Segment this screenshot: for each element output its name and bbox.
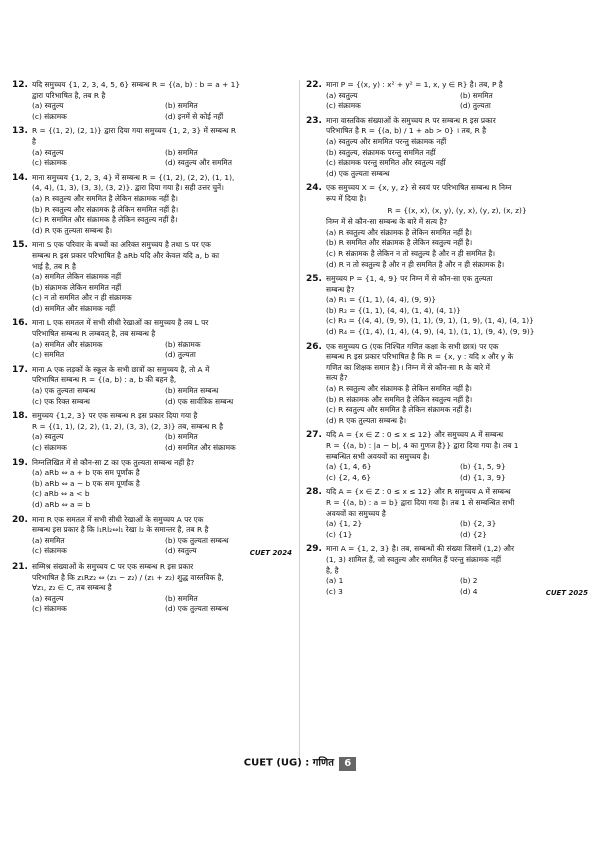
question-block <box>306 183 588 270</box>
question-stem <box>32 562 292 594</box>
question-stem <box>32 515 292 536</box>
answer-option: (c) {2, 4, 6} <box>326 472 372 482</box>
stem-line: एक समुच्चय G (एक निश्चित गणित कक्षा के सभी छात्र) पर एक <box>326 341 499 351</box>
answer-option: (c) R सममित और संक्रामक है लेकिन स्वतुल्य नहीं है। <box>32 215 178 225</box>
stem-line: (4, 4), (1, 3), (3, 3), (3, 2)}. द्वारा दिया गया है। सही उत्तर चुनें। <box>32 183 224 193</box>
answer-option: (a) सममित <box>32 535 65 545</box>
answer-option: (b) संक्रामक लेकिन सममित नहीं <box>32 282 122 292</box>
stem-line: निम्न में से कौन-सा सम्बन्ध के बारे में सत्य है? <box>326 217 448 227</box>
question-block <box>12 365 292 407</box>
stem-line: सम्बन्ध है? <box>326 284 355 294</box>
stem-line: सम्मिश्र संख्याओं के समुच्चय C पर एक सम्बन्ध R इस प्रकार <box>32 561 194 571</box>
answer-option: (b) R संक्रामक और सममित है लेकिन स्वतुल्य नहीं है। <box>326 394 473 404</box>
answer-option: (c) 3 <box>326 586 343 596</box>
question-body <box>326 274 588 338</box>
answer-option: (c) संक्रामक <box>326 101 361 111</box>
question-block <box>306 116 588 180</box>
question-stem <box>32 318 292 339</box>
stem-line: भाई है, तब R है <box>32 261 76 271</box>
answer-option: (a) स्वतुल्य <box>32 101 64 111</box>
options-list <box>326 462 588 483</box>
options-list <box>32 101 292 122</box>
answer-option: (d) इनमें से कोई नहीं <box>165 111 224 121</box>
question-block <box>306 342 588 427</box>
answer-option: (a) स्वतुल्य <box>32 147 64 157</box>
options-list <box>326 91 588 112</box>
answer-option: (a) स्वतुल्य <box>32 432 64 442</box>
question-stem <box>32 240 292 272</box>
stem-line: सम्बन्ध R इस प्रकार परिभाषित है aRb यदि और केवल यदि a, b का <box>32 250 220 260</box>
answer-option: (b) सममित <box>165 101 198 111</box>
stem-line: माना A एक लड़कों के स्कूल के सभी छात्रों का समुच्चय है, तो A में <box>32 364 210 374</box>
exam-tag: CUET 2025 <box>545 589 588 598</box>
stem-line: माना L एक समतल में सभी सीधी रेखाओं का समुच्चय है तब L पर <box>32 318 209 328</box>
question-body <box>32 126 292 168</box>
question-body <box>32 173 292 237</box>
question-stem <box>326 183 588 204</box>
answer-option: (a) 1 <box>326 576 344 586</box>
question-number: 24. <box>306 183 322 194</box>
question-body <box>32 515 292 558</box>
stem-line: गणित का शिक्षक समान है}। निम्न में से कौन-सा R के बारे में <box>326 362 490 372</box>
question-body <box>326 342 588 427</box>
answer-option: (d) एक सार्वत्रिक सम्बन्ध <box>165 396 234 406</box>
question-stem <box>32 458 292 469</box>
answer-option: (c) संक्रामक परन्तु सममित और स्वतुल्य नहीं <box>326 158 446 168</box>
footer-label: CUET (UG) : गणित <box>243 757 334 769</box>
options-list <box>32 468 292 510</box>
question-stem <box>32 365 292 386</box>
stem-line: R = {(1, 2), (2, 1)} द्वारा दिया गया समुच्चय {1, 2, 3} में सम्बन्ध R <box>32 126 237 136</box>
question-body <box>32 562 292 615</box>
answer-option: (c) न तो सममित और न ही संक्रामक <box>32 293 132 303</box>
options-list <box>32 194 292 236</box>
question-stem <box>32 126 292 147</box>
answer-option: (b) सममित <box>165 432 198 442</box>
question-body <box>326 116 588 180</box>
answer-option: (d) R एक तुल्यता सम्बन्ध है। <box>32 225 113 235</box>
options-list <box>32 272 292 314</box>
question-block <box>12 80 292 122</box>
question-block <box>12 126 292 168</box>
answer-option: (b) संक्रामक <box>165 339 201 349</box>
answer-option: (b) {2, 3} <box>460 519 497 529</box>
stem-line: माना P = {(x, y) : x² + y² = 1, x, y ∈ R} है। तब, P है <box>326 80 503 89</box>
question-block <box>306 487 588 540</box>
question-block <box>12 173 292 237</box>
stem-line: यदि A = {x ∈ Z : 0 ≤ x ≤ 12} और R समुच्चय A में सम्बन्ध <box>326 487 511 497</box>
answer-option: (d) सममित और संक्रामक नहीं <box>32 303 116 313</box>
answer-option: (d) स्वतुल्य <box>165 546 197 556</box>
answer-option: (d) 4 <box>460 586 478 596</box>
answer-option: (d) तुल्यता <box>165 350 196 360</box>
page-footer <box>0 757 600 771</box>
answer-option: (c) संक्रामक <box>32 158 67 168</box>
stem-line: ∀z₁, z₂ ∈ C, तब सम्बन्ध है <box>32 583 112 593</box>
answer-option: (b) स्वतुल्य, संक्रामक परन्तु सममित नहीं <box>326 147 436 157</box>
answer-option: (a) R स्वतुल्य और संक्रामक है लेकिन सममित नहीं है। <box>326 227 472 237</box>
options-list <box>32 340 292 361</box>
answer-option: (a) aRb ⇔ a + b एक सम पूर्णांक है <box>32 468 140 478</box>
answer-option: (d) {1, 3, 9} <box>460 472 506 482</box>
answer-option: (d) एक तुल्यता सम्बन्ध <box>165 604 229 614</box>
stem-line: यदि समुच्चय {1, 2, 3, 4, 5, 6} सम्बन्ध R = {(a, b) : b = a + 1} <box>32 80 241 89</box>
question-stem <box>326 116 588 137</box>
answer-option: (d) aRb ⇔ a = b <box>32 499 91 509</box>
answer-option: (b) एक तुल्यता सम्बन्ध <box>165 535 229 545</box>
options-list <box>32 594 292 615</box>
answer-option: (c) R संक्रामक है लेकिन न तो स्वतुल्य है और न ही सममित है। <box>326 248 496 258</box>
answer-option: (d) R₄ = {(1, 4), (1, 4), (4, 9), (4, 1), (1, 1), (9, 4), (9, 9)} <box>326 327 535 337</box>
stem-line: R = {(1, 1), (2, 2), (1, 2), (3, 3), (2, 3)} तब, सम्बन्ध R है <box>32 421 224 431</box>
question-number: 23. <box>306 115 322 126</box>
question-number: 18. <box>12 411 28 422</box>
stem-line: समुच्चय {1,2, 3} पर एक सम्बन्ध R इस प्रकार दिया गया है <box>32 411 198 421</box>
answer-option: (a) एक तुल्यता सम्बन्ध <box>32 386 96 396</box>
question-number: 12. <box>12 80 28 90</box>
stem-line: एक समुच्चय X = {x, y, z} से स्वयं पर परिभाषित सम्बन्ध R निम्न <box>326 183 512 193</box>
stem-line: सम्बन्धित सभी अवयवों का समुच्चय है। <box>326 451 430 461</box>
question-body <box>326 487 588 540</box>
answer-option: (d) एक तुल्यता सम्बन्ध <box>326 168 390 178</box>
answer-option: (d) {2} <box>460 529 487 539</box>
question-number: 17. <box>12 364 28 375</box>
column-divider <box>299 80 300 760</box>
question-block <box>12 562 292 615</box>
options-list <box>326 519 588 540</box>
stem-line: माना R एक समतल में सभी सीधी रेखाओं के समुच्चय A पर एक <box>32 514 204 524</box>
question-number: 19. <box>12 457 28 468</box>
question-number: 16. <box>12 318 28 329</box>
answer-option: (c) सममित <box>32 350 65 360</box>
options-list <box>326 384 588 426</box>
question-number: 21. <box>12 561 28 572</box>
stem-line: परिभाषित है R = {(a, b) / 1 + ab > 0} । तब, R है <box>326 126 487 136</box>
answer-option: (d) R एक तुल्यता सम्बन्ध है। <box>326 415 407 425</box>
question-number: 26. <box>306 341 322 352</box>
question-block <box>306 274 588 338</box>
question-body <box>32 458 292 511</box>
question-stem <box>326 430 588 462</box>
question-body <box>326 183 588 270</box>
question-body <box>32 318 292 360</box>
stem-line: R = {(a, b) : a = b} द्वारा दिया गया है। तब 1 से सम्बन्धित सभी <box>326 497 515 507</box>
answer-option: (b) सममित सम्बन्ध <box>165 386 219 396</box>
relation-definition: R = {(x, x), (x, y), (y, x), (y, z), (x, z)} <box>387 205 527 215</box>
answer-option: (d) सममित और संक्रामक <box>165 443 236 452</box>
answer-option: (c) संक्रामक <box>32 443 67 452</box>
stem-line: द्वारा परिभाषित है, तब R है <box>32 90 106 100</box>
stem-line: माना S एक परिवार के बच्चों का अरिक्त समुच्चय है तथा S पर एक <box>32 240 211 250</box>
question-stem <box>326 487 588 519</box>
question-block <box>12 458 292 511</box>
question-body <box>326 80 588 112</box>
question-stem <box>326 342 588 384</box>
answer-option: (d) R न तो स्वतुल्य है और न ही सममित है और न ही संक्रामक है। <box>326 259 505 269</box>
answer-option: (c) R₃ = {(4, 4), (9, 9), (1, 1), (9, 1), (1, 9), (1, 4), (4, 1)} <box>326 316 534 326</box>
answer-option: (c) संक्रामक <box>32 111 67 121</box>
stem-line: अवयवों का समुच्चय है <box>326 508 386 518</box>
stem-line: माना A = {1, 2, 3} है। तब, सम्बन्धों की संख्या जिसमें (1,2) और <box>326 544 515 554</box>
stem-line: यदि A = {x ∈ Z : 0 ≤ x ≤ 12} और समुच्चय A में सम्बन्ध <box>326 430 504 440</box>
question-stem <box>32 173 292 194</box>
question-number: 29. <box>306 544 322 555</box>
question-number: 13. <box>12 126 28 137</box>
question-stem <box>326 274 588 295</box>
question-body <box>32 411 292 453</box>
options-list <box>32 432 292 453</box>
answer-option: (b) aRb ⇔ a − b एक सम पूर्णांक है <box>32 478 140 488</box>
stem-line: माना वास्तविक संख्याओं के समुच्चय R पर सम्बन्ध R इस प्रकार <box>326 115 496 125</box>
answer-option: (b) R स्वतुल्य और संक्रामक है लेकिन सममित नहीं है। <box>32 204 179 214</box>
answer-option: (b) सममित <box>460 90 493 100</box>
stem-line: (1, 3) शामिल हैं, जो स्वतुल्य और सममित हैं परन्तु संक्रामक नहीं <box>326 554 501 564</box>
options-list <box>32 148 292 169</box>
question-number: 27. <box>306 430 322 441</box>
answer-option: (d) स्वतुल्य और सममित <box>165 158 232 168</box>
answer-option: (c) aRb ⇔ a < b <box>32 489 90 499</box>
question-number: 20. <box>12 514 28 525</box>
stem-line: है, है <box>326 565 339 575</box>
question-number: 22. <box>306 80 322 90</box>
answer-option: (c) संक्रामक <box>32 546 67 556</box>
question-body <box>32 80 292 122</box>
answer-option: (a) R स्वतुल्य और सममित है लेकिन संक्रामक नहीं है। <box>32 193 178 203</box>
answer-option: (c) R स्वतुल्य और सममित है लेकिन संक्रामक नहीं है। <box>326 405 472 415</box>
answer-option: (b) {1, 5, 9} <box>460 462 506 472</box>
stem-line: है <box>32 136 36 146</box>
stem-line: समुच्चय P = {1, 4, 9} पर निम्न में से कौन-सा एक तुल्यता <box>326 274 493 284</box>
answer-option: (a) सममित लेकिन संक्रामक नहीं <box>32 272 121 282</box>
stem-line: परिभाषित है कि z₁Rz₂ ⇔ (z₁ − z₂) / (z₁ + z₂) शुद्ध वास्तविक है, <box>32 572 224 582</box>
answer-option: (a) स्वतुल्य <box>32 593 64 603</box>
answer-option: (a) R स्वतुल्य और संक्रामक है लेकिन सममित नहीं है। <box>326 384 472 394</box>
question-block <box>12 240 292 314</box>
question-number: 14. <box>12 172 28 183</box>
answer-option: (c) {1} <box>326 529 353 539</box>
question-number: 28. <box>306 487 322 498</box>
left-column <box>12 80 292 619</box>
answer-option: (b) सममित <box>165 593 198 603</box>
answer-option: (b) 2 <box>460 576 478 586</box>
question-body <box>326 544 588 598</box>
question-stem <box>326 544 588 576</box>
stem-line: परिभाषित सम्बन्ध R = {(a, b) : a, b की बहन है, <box>32 375 177 385</box>
question-number: 25. <box>306 274 322 285</box>
options-list <box>32 386 292 407</box>
answer-option: (a) स्वतुल्य और सममित परन्तु संक्रामक नहीं <box>326 136 447 146</box>
page-number: 6 <box>339 757 356 771</box>
stem-line: निम्नलिखित में से कौन-सा Z का एक तुल्यता सम्बन्ध नहीं है? <box>32 457 195 467</box>
question-stem-continued <box>326 217 588 228</box>
question-block <box>12 318 292 360</box>
stem-line: परिभाषित सम्बन्ध R लम्बवत् है, तब सम्बन्ध है <box>32 329 156 339</box>
options-list <box>326 137 588 179</box>
question-block <box>12 515 292 558</box>
question-stem <box>32 411 292 432</box>
answer-option: (b) सममित <box>165 147 198 157</box>
question-stem <box>32 80 292 101</box>
question-block <box>306 80 588 112</box>
answer-option: (a) सममित और संक्रामक <box>32 339 103 349</box>
stem-line: माना समुच्चय {1, 2, 3, 4} में सम्बन्ध R = {(1, 2), (2, 2), (1, 1), <box>32 172 235 182</box>
answer-option: (d) तुल्यता <box>460 101 491 111</box>
question-block <box>306 544 588 598</box>
question-body <box>32 240 292 314</box>
stem-line: रूप में दिया है। <box>326 193 367 203</box>
question-block <box>306 430 588 483</box>
stem-line: सत्य है? <box>326 373 348 383</box>
stem-line: R = {(a, b) : |a − b|, 4 का गुणज है}} द्वारा दिया गया है। तब 1 <box>326 441 519 450</box>
question-block <box>12 411 292 453</box>
answer-option: (b) R सममित और संक्रामक है लेकिन स्वतुल्य नहीं है। <box>326 238 473 248</box>
question-number: 15. <box>12 240 28 251</box>
answer-option: (a) {1, 2} <box>326 519 363 529</box>
stem-line: सम्बन्ध इस प्रकार है कि l₁Rl₂⇔l₁ रेखा l₂ के समान्तर है, तब R है <box>32 525 209 535</box>
answer-option: (a) {1, 4, 6} <box>326 462 372 472</box>
stem-line: सम्बन्ध R इस प्रकार परिभाषित है कि R = {x, y : यदि x और y के <box>326 352 514 362</box>
answer-option: (a) स्वतुल्य <box>326 90 358 100</box>
exam-tag: CUET 2024 <box>249 548 292 557</box>
options-list <box>326 228 588 270</box>
question-body <box>326 430 588 483</box>
answer-option: (c) संक्रामक <box>32 604 67 614</box>
options-list <box>326 295 588 337</box>
question-stem <box>326 80 588 91</box>
answer-option: (b) R₂ = {(1, 1), (4, 4), (1, 4), (4, 1)} <box>326 305 461 315</box>
answer-option: (a) R₁ = {(1, 1), (4, 4), (9, 9)} <box>326 295 437 305</box>
answer-option: (c) एक रिक्त सम्बन्ध <box>32 396 90 406</box>
right-column <box>306 80 588 602</box>
question-body <box>32 365 292 407</box>
